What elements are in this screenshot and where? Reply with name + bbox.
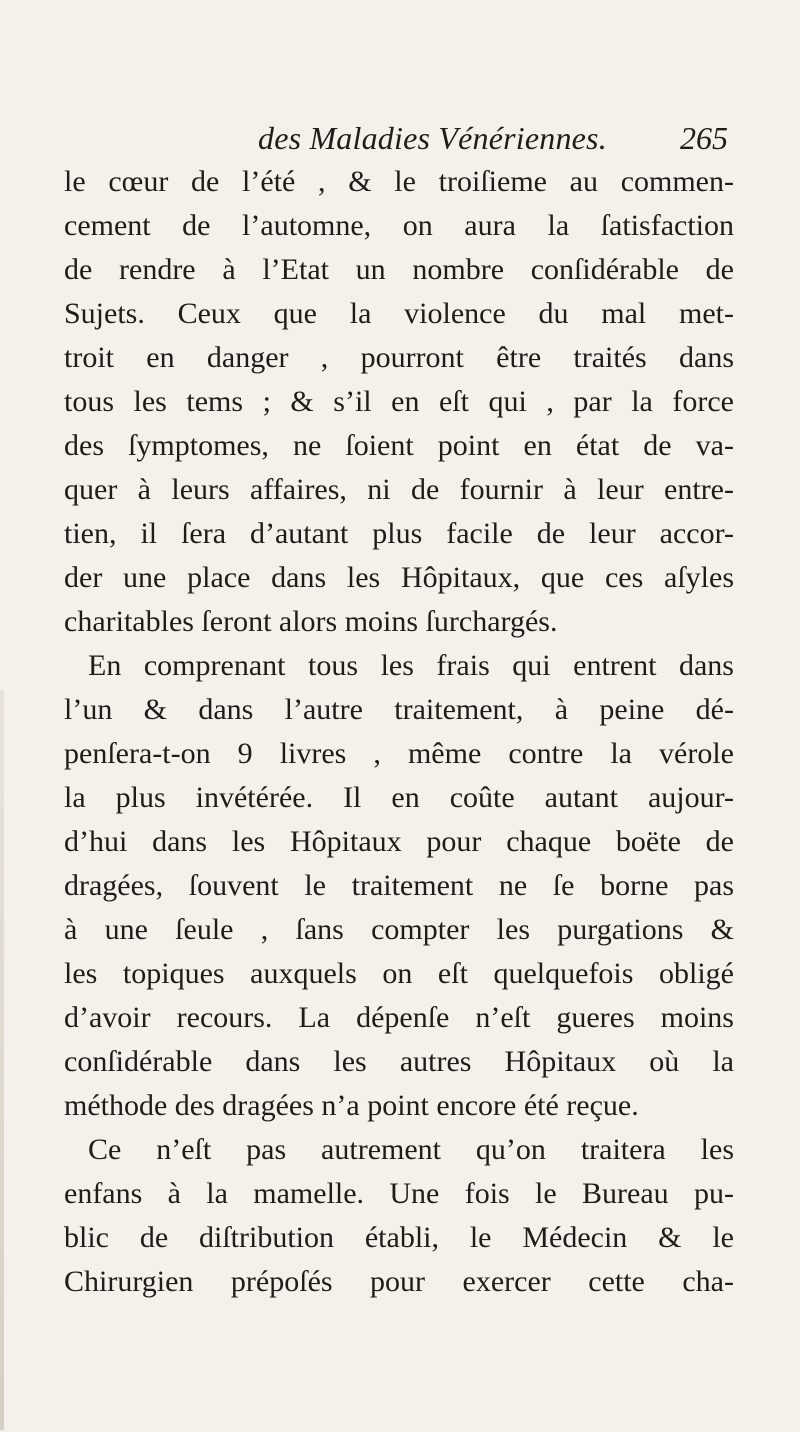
text-line: enfans à la mamelle. Une fois le Bureau pu- xyxy=(64,1177,734,1210)
text-line: cement de l’automne, on aura la ſatisfaction xyxy=(64,209,734,242)
text-line: En comprenant tous les frais qui entrent dans xyxy=(88,649,734,682)
text-line: Chirurgien prépoſés pour exercer cette cha- xyxy=(64,1265,734,1298)
text-line: troit en danger , pourront être traités dans xyxy=(64,341,734,374)
text-line: l’un & dans l’autre traitement, à peine dé- xyxy=(64,693,734,726)
text-line: à une ſeule , ſans compter les purgations & xyxy=(64,913,734,946)
text-line: der une place dans les Hôpitaux, que ces aſyles xyxy=(64,561,734,594)
text-line: la plus invétérée. Il en coûte autant aujour- xyxy=(64,781,734,814)
running-title: des Maladies Vénériennes. xyxy=(258,120,607,156)
text-line: blic de diſtribution établi, le Médecin & le xyxy=(64,1221,734,1254)
text-line: Ce n’eſt pas autrement qu’on traitera les xyxy=(88,1133,734,1166)
text-line: de rendre à l’Etat un nombre conſidérable de xyxy=(64,253,734,286)
text-line: d’hui dans les Hôpitaux pour chaque boëte de xyxy=(64,825,734,858)
text-line: charitables ſeront alors moins ſurchargés. xyxy=(64,605,558,638)
text-line: d’avoir recours. La dépenſe n’eſt gueres moins xyxy=(64,1001,734,1034)
page-edge-shadow xyxy=(0,690,4,1430)
text-line: méthode des dragées n’a point encore été reçue. xyxy=(64,1089,639,1122)
text-line: tien, il ſera d’autant plus facile de leur accor- xyxy=(64,517,734,550)
page-number: 265 xyxy=(680,120,728,156)
text-line: des ſymptomes, ne ſoient point en état de va- xyxy=(64,429,734,462)
text-line: Sujets. Ceux que la violence du mal met- xyxy=(64,297,734,330)
text-line: les topiques auxquels on eſt quelquefois obligé xyxy=(64,957,734,990)
text-line: le cœur de l’été , & le troiſieme au commen- xyxy=(64,165,734,198)
text-line: quer à leurs affaires, ni de fournir à leur entre- xyxy=(64,473,734,506)
text-line: conſidérable dans les autres Hôpitaux où la xyxy=(64,1045,734,1078)
body-text xyxy=(64,160,734,1304)
running-head xyxy=(258,118,728,158)
text-line: tous les tems ; & s’il en eſt qui , par la force xyxy=(64,385,734,418)
text-line: dragées, ſouvent le traitement ne ſe borne pas xyxy=(64,869,734,902)
text-line: penſera-t-on 9 livres , même contre la vérole xyxy=(64,737,734,770)
